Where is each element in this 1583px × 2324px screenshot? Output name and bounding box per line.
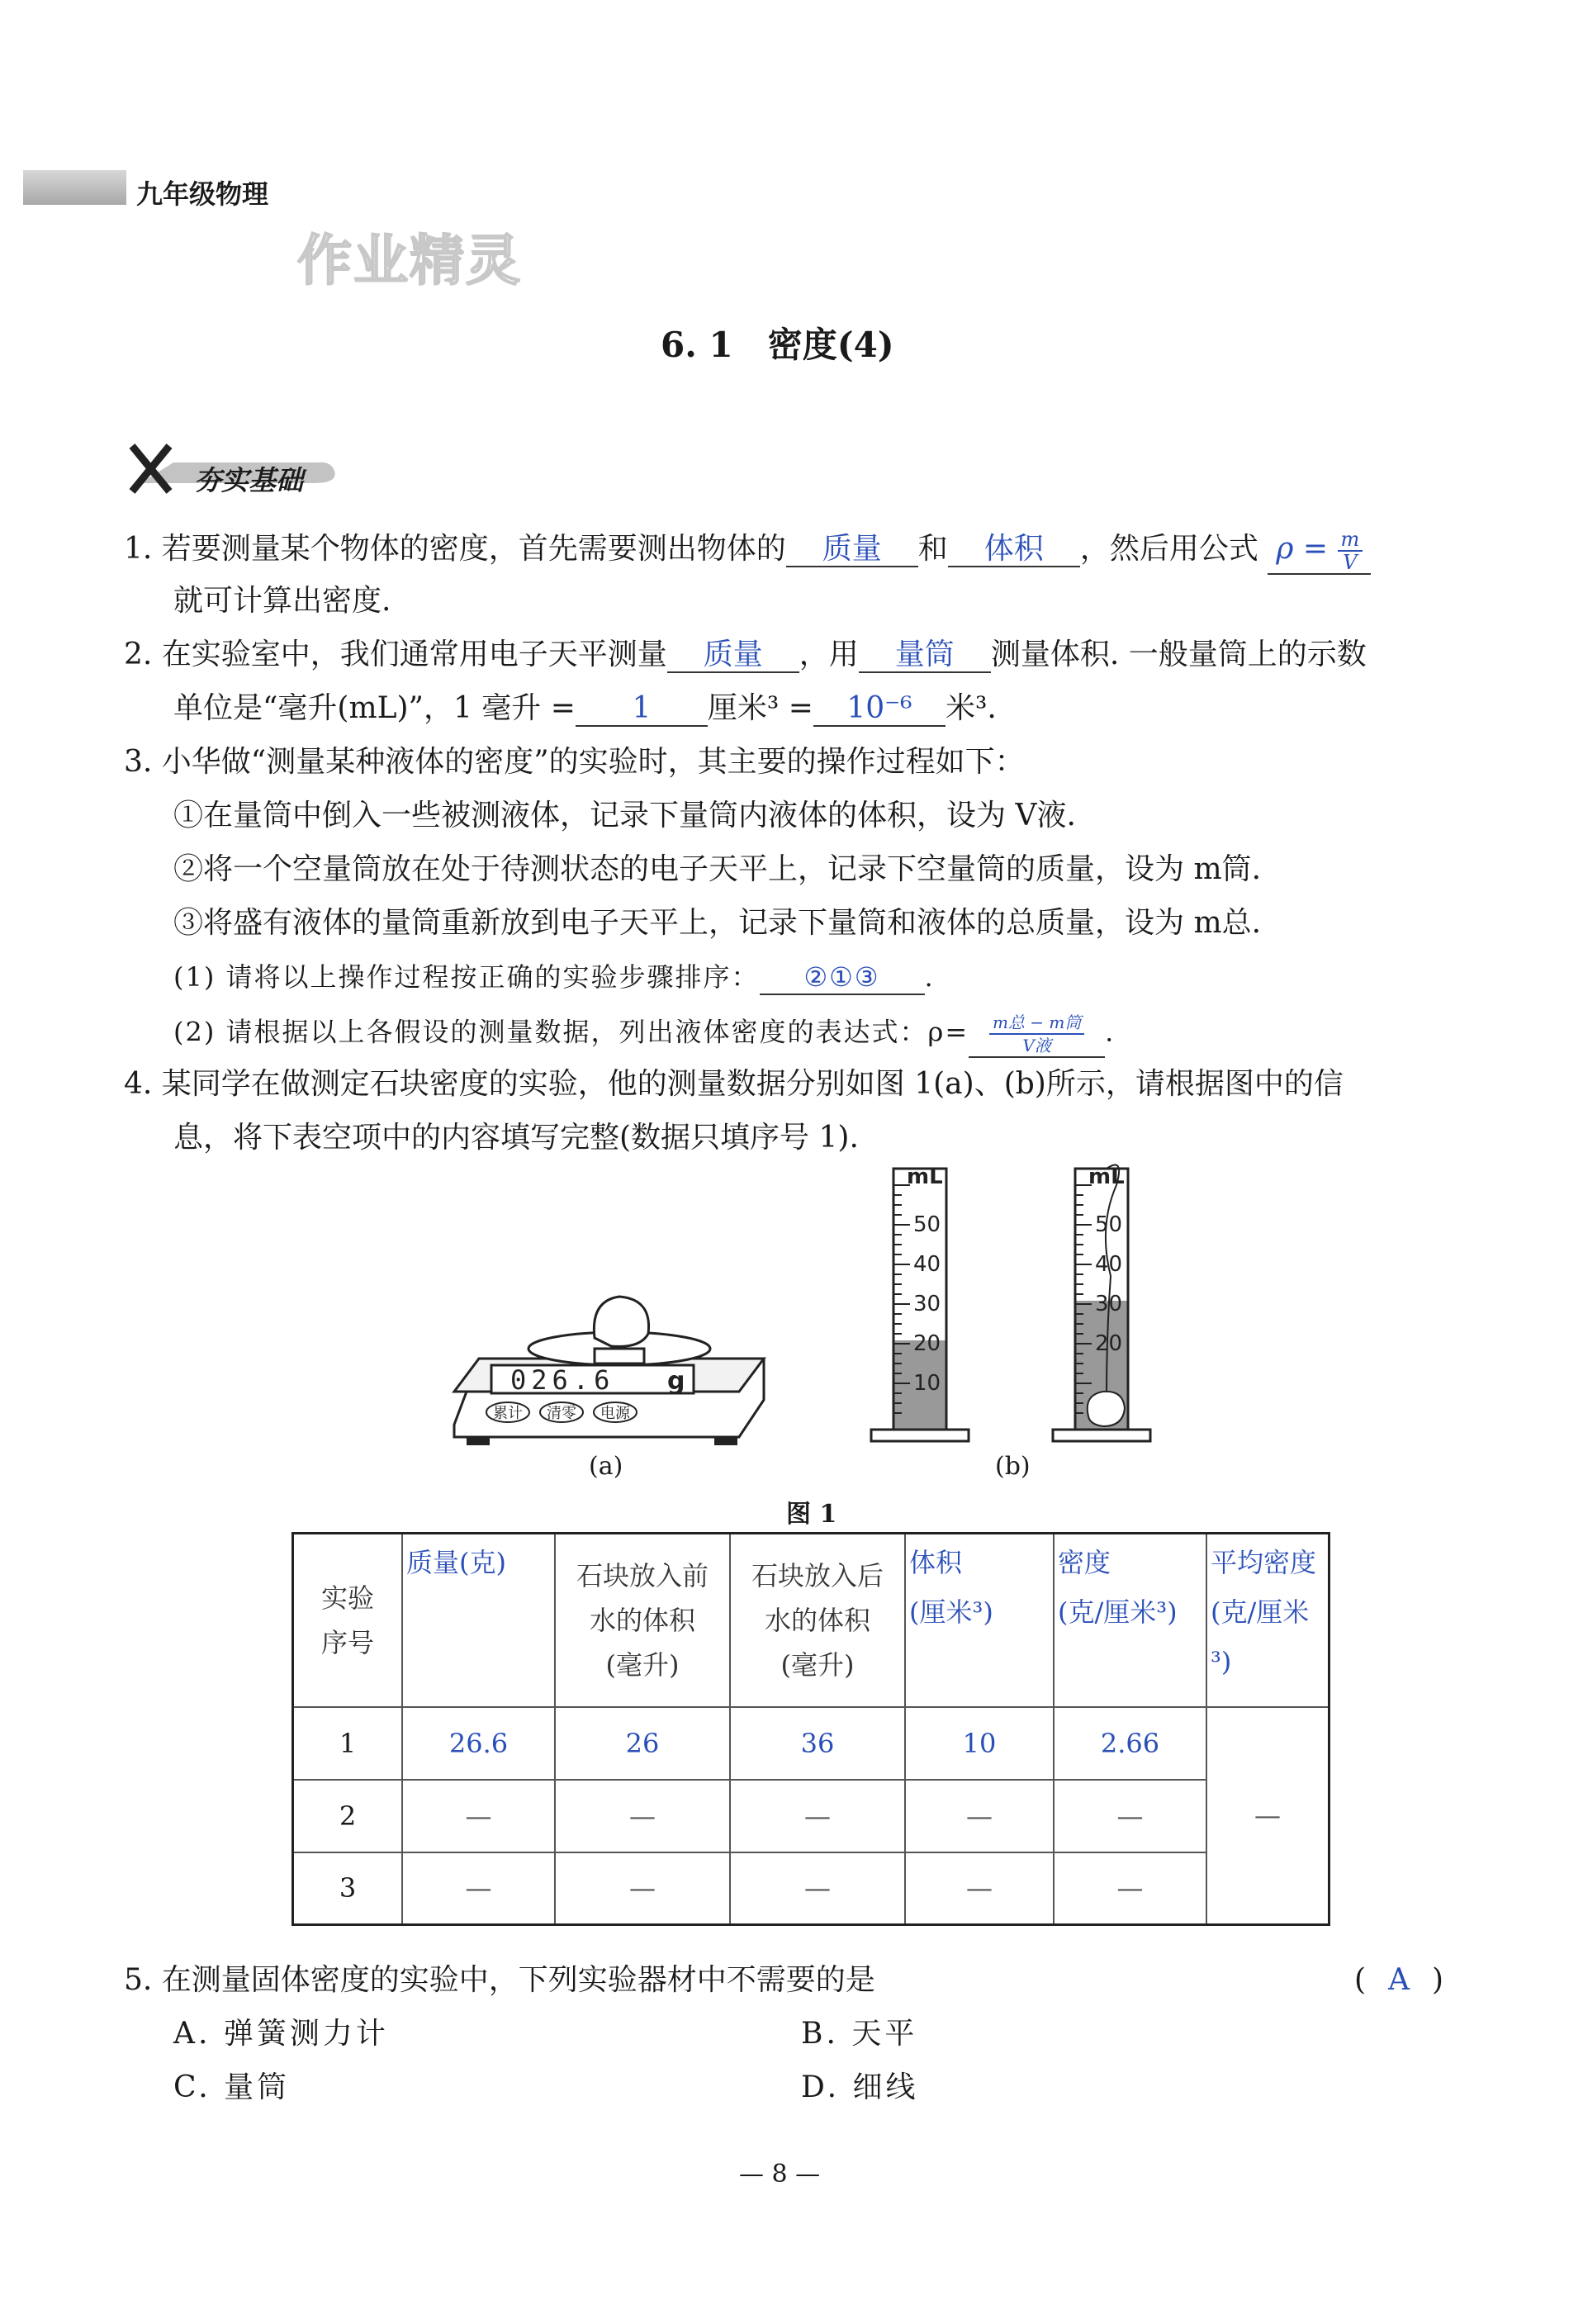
q3-step3: ③将盛有液体的量筒重新放到电子天平上，记录下量筒和液体的总质量，设为 m总. [173, 906, 1262, 940]
cell-v-before[interactable]: 26 [555, 1707, 730, 1780]
balance-unit: g [667, 1367, 685, 1396]
table-row [293, 1780, 1329, 1852]
q3-sub2: (2) 请根据以上各假设的测量数据，列出液体密度的表达式：ρ= $\frac{\text{m总 − m筒}}{\text{V液}}$ . [173, 1012, 1115, 1058]
figure-balance [446, 1259, 776, 1458]
th-avg-density: 平均密度 (克/厘米³) [1206, 1534, 1329, 1707]
balance-reading: 026.6 [510, 1364, 615, 1396]
q3-step2: ②将一个空量筒放在处于待测状态的电子天平上，记录下空量筒的质量，设为 m筒. [173, 852, 1262, 886]
cell-mass[interactable]: 26.6 [402, 1707, 555, 1780]
q1-formula-den: V [1343, 551, 1358, 574]
q5-option-c[interactable]: C. 量筒 [173, 2070, 291, 2104]
cyl2-tick-20: 20 [1095, 1331, 1123, 1356]
cell-volume[interactable]: 10 [905, 1707, 1054, 1780]
cyl1-unit: mL [907, 1164, 943, 1189]
q3-step1: ①在量筒中倒入一些被测液体，记录下量筒内液体的体积，设为 V液. [173, 799, 1076, 832]
cell-no: 3 [293, 1852, 403, 1925]
q2-blank-cylinder[interactable]: 量筒 [859, 638, 991, 673]
cylinder-2 [1053, 1164, 1150, 1441]
q3-sub1-answer[interactable]: ②①③ [760, 960, 925, 995]
table-header-row [293, 1534, 1329, 1707]
cell-v-after[interactable]: — [730, 1852, 905, 1925]
figure-b-label: (b) [995, 1452, 1031, 1481]
page-title: 6. 1 密度(4) [661, 325, 894, 365]
q3-intro: 3. 小华做“测量某种液体的密度”的实验时，其主要的操作过程如下： [124, 745, 1025, 779]
cyl2-tick-50: 50 [1095, 1212, 1123, 1237]
cell-volume[interactable]: — [905, 1852, 1054, 1925]
q4-line1: 4. 某同学在做测定石块密度的实验，他的测量数据分别如图 1(a)、(b)所示，请根据图中的信 [124, 1067, 1344, 1101]
section-badge [124, 438, 347, 500]
q1-formula-num: m [1338, 529, 1363, 552]
cyl2-tick-40: 40 [1095, 1252, 1123, 1277]
table-row [293, 1852, 1329, 1925]
q3-sub2-num: m总 − m筒 [989, 1012, 1084, 1035]
figure-a-label: (a) [589, 1452, 623, 1481]
page-number: — 8 — [739, 2160, 821, 2189]
q3-sub2-answer[interactable] [969, 1012, 1105, 1058]
cyl1-tick-30: 30 [913, 1292, 941, 1316]
q2-line2: 单位是“毫升(mL)”，1 毫升 = 1 厘米³ = 10⁻⁶ 米³. [173, 691, 997, 725]
q2-blank-m3[interactable]: 10⁻⁶ [813, 692, 946, 727]
q1-line2: 就可计算出密度. [173, 584, 391, 618]
watermark: 作业精灵 [297, 229, 522, 292]
cyl1-tick-50: 50 [913, 1212, 941, 1237]
q3-sub1: (1) 请将以上操作过程按正确的实验步骤排序： ②①③ . [173, 958, 935, 996]
q2-line1: 2. 在实验室中，我们通常用电子天平测量 质量 ，用 量筒 测量体积. 一般量筒上的示数 [124, 638, 1367, 671]
cyl1-tick-20: 20 [913, 1331, 941, 1356]
cell-no: 2 [293, 1780, 403, 1852]
data-table [291, 1532, 1330, 1926]
header-subject: 九年级物理 [136, 178, 269, 210]
q5-stem: 5. 在测量固体密度的实验中，下列实验器材中不需要的是 [124, 1963, 875, 1997]
cell-density[interactable]: — [1054, 1780, 1206, 1852]
cell-density[interactable]: — [1054, 1852, 1206, 1925]
th-vol-after: 石块放入后 水的体积 (毫升) [730, 1534, 905, 1707]
q2-blank-mass[interactable]: 质量 [667, 638, 799, 673]
q5-option-a[interactable]: A. 弹簧测力计 [173, 2017, 389, 2051]
q4-line2: 息，将下表空项中的内容填写完整(数据只填序号 1). [173, 1121, 859, 1155]
q1-blank-volume[interactable]: 体积 [948, 533, 1080, 567]
cell-v-after[interactable]: — [730, 1780, 905, 1852]
q2-blank-cm3[interactable]: 1 [576, 692, 708, 727]
cyl2-unit: mL [1088, 1164, 1125, 1189]
balance-button-3-label: 电源 [600, 1405, 630, 1422]
q5-option-d[interactable]: D. 细线 [801, 2070, 919, 2104]
cell-mass[interactable]: — [402, 1780, 555, 1852]
cell-v-before[interactable]: — [555, 1780, 730, 1852]
th-mass: 质量(克) [402, 1534, 555, 1707]
q5-option-b[interactable]: B. 天平 [801, 2017, 918, 2051]
balance-button-1-label: 累计 [493, 1405, 523, 1422]
cyl2-tick-30: 30 [1095, 1292, 1123, 1316]
q3-sub2-den: V液 [1022, 1036, 1051, 1055]
balance-button-2-label: 清零 [547, 1405, 576, 1422]
q5-answer[interactable]: A [1388, 1963, 1410, 1997]
q1-formula-lhs: ρ = [1276, 532, 1329, 566]
cell-no: 1 [293, 1707, 403, 1780]
q5-answer-box: ( A ) [1354, 1961, 1443, 1999]
q1-line1: 1. 若要测量某个物体的密度，首先需要测出物体的 质量 和 体积 ，然后用公式 ρ = $\frac{m}{V}$ [124, 529, 1371, 575]
cell-v-before[interactable]: — [555, 1852, 730, 1925]
cylinder-1 [871, 1164, 969, 1441]
th-vol-before: 石块放入前 水的体积 (毫升) [555, 1534, 730, 1707]
figure-cylinders [859, 1160, 1189, 1449]
th-volume: 体积 (厘米³) [905, 1534, 1054, 1707]
cell-density[interactable]: 2.66 [1054, 1707, 1206, 1780]
section-label: 夯实基础 [194, 464, 303, 496]
cell-volume[interactable]: — [905, 1780, 1054, 1852]
th-density: 密度 (克/厘米³) [1054, 1534, 1206, 1707]
q1-blank-formula[interactable] [1268, 529, 1371, 575]
stone [1088, 1392, 1125, 1426]
table-row [293, 1707, 1329, 1780]
q1-blank-mass[interactable]: 质量 [786, 533, 918, 567]
cyl1-tick-10: 10 [913, 1371, 941, 1396]
th-trial: 实验 序号 [293, 1534, 403, 1707]
cyl1-tick-40: 40 [913, 1252, 941, 1277]
header-bar [23, 170, 126, 205]
cell-mass[interactable]: — [402, 1852, 555, 1925]
cell-v-after[interactable]: 36 [730, 1707, 905, 1780]
figure-caption: 图 1 [786, 1500, 837, 1529]
cell-avg-density[interactable]: — [1206, 1707, 1329, 1925]
